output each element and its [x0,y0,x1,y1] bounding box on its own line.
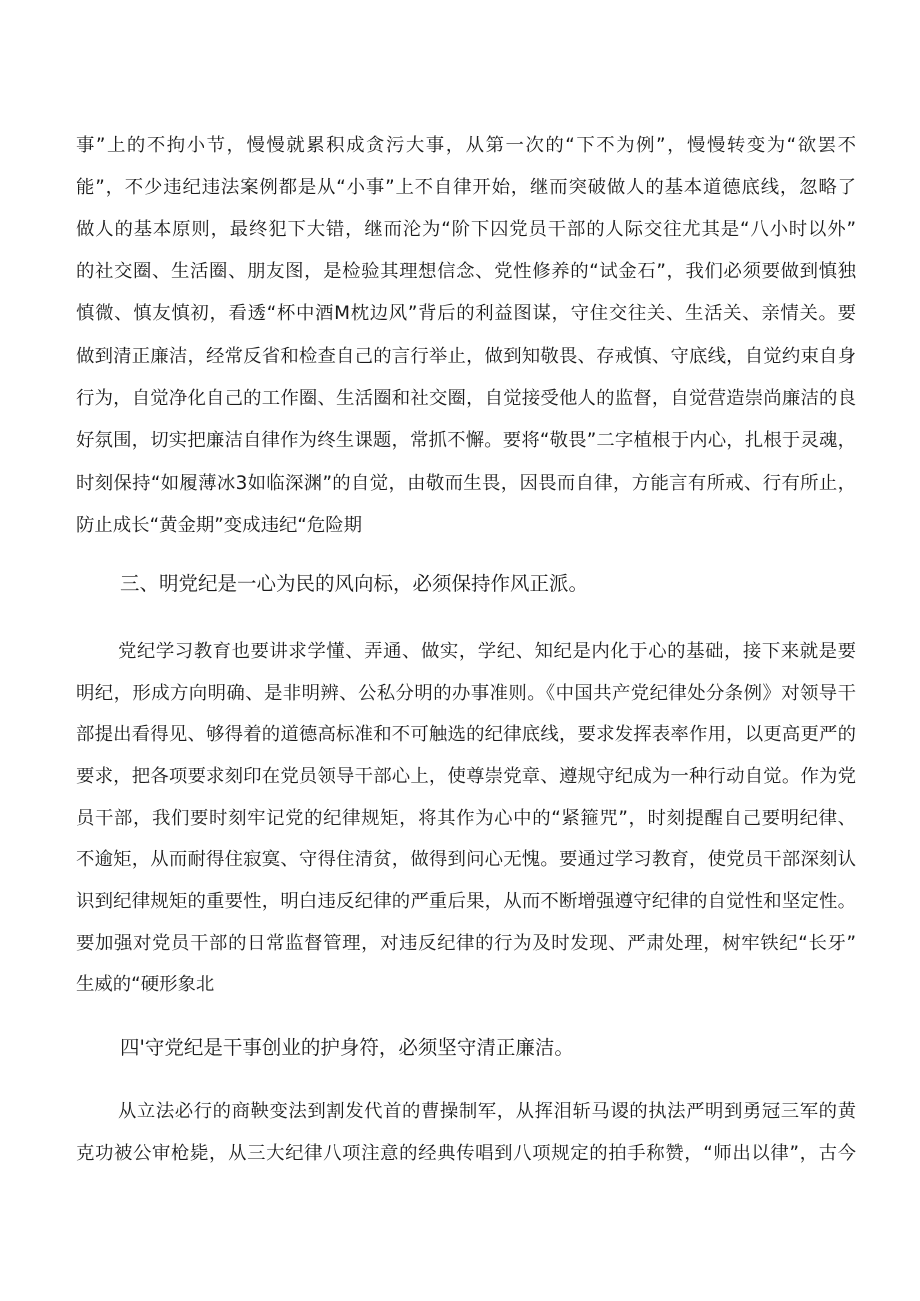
body-text-line: 生威的“硬形象北 [76,974,215,995]
body-text-line: 部提出看得见、够得着的道德高标准和不可触选的纪律底线，要求发挥表率作用，以更高更严的 [76,724,856,745]
body-text-line: 能”，不少违纪违法案例都是从“小事”上不自律开始，继而突破做人的基本道德底线，忽略了 [76,177,856,198]
body-text-line: 慎微、慎友慎初，看透“杯中酒M枕边风”背后的利益图谋，守住交往关、生活关、亲情关。要 [76,303,856,324]
body-text-line: 要求，把各项要求刻印在党员领导干部心上，使尊崇党章、遵规守纪成为一种行动自觉。作为党 [76,766,856,787]
body-text-line: 从立法必行的商鞅变法到割发代首的曹操制军，从挥泪斩马谡的执法严明到勇冠三军的黄 [118,1101,856,1122]
body-text-line: 要加强对党员干部的日常监督管理，对违反纪律的行为及时发现、严肃处理，树牢铁纪“长牙” [76,933,856,954]
body-text-line: 行为，自觉净化自己的工作圈、生活圈和社交圈，自觉接受他人的监督，自觉营造崇尚廉洁的良 [76,388,856,409]
body-text-line: 事”上的不拘小节，慢慢就累积成贪污大事，从第一次的“下不为例”，慢慢转变为“欲罢不 [76,135,856,156]
body-text-line: 的社交圈、生活圈、朋友图，是检验其理想信念、党性修养的“试金石”，我们必须要做到慎独 [76,261,856,282]
body-text-line: 识到纪律规矩的重要性，明白违反纪律的严重后果，从而不断增强遵守纪律的自觉性和坚定性。 [76,891,856,912]
body-text-line: 做到清正廉洁，经常反省和检查自己的言行举止，做到知敬畏、存戒慎、守底线，自觉约束自身 [76,346,856,367]
section-heading-4: 四'守党纪是干事创业的护身符，必须坚守清正廉洁。 [120,1036,574,1059]
body-text-line: 不逾矩，从而耐得住寂寞、守得住清贫，做得到问心无愧。要通过学习教育，使党员干部深刻认 [76,849,856,870]
body-text-line: 党纪学习教育也要讲求学懂、弄通、做实，学纪、知纪是内化于心的基础，接下来就是要 [118,641,856,662]
body-text-line: 防止成长“黄金期”变成违纪“危险期 [76,515,363,536]
section-heading-3: 三、明党纪是一心为民的风向标，必须保持作风正派。 [120,572,589,595]
body-text-line: 好氛围，切实把廉洁自律作为终生课题，常抓不懈。要将“敬畏”二字植根于内心，扎根于灵魂， [76,430,856,451]
body-text-line: 明纪，形成方向明确、是非明辨、公私分明的办事准则。《中国共产党纪律处分条例》对领导干 [76,683,856,704]
body-text-line: 做人的基本原则，最终犯下大错，继而沦为“阶下囚党员干部的人际交往尤其是“八小时以外” [76,219,856,240]
body-text-line: 员干部，我们要时刻牢记党的纪律规矩，将其作为心中的“紧箍咒”，时刻提醒自己要明纪律、 [76,808,856,829]
body-text-line: 时刻保持“如履薄冰3如临深渊”的自觉，由敬而生畏，因畏而自律，方能言有所戒、行有所止， [76,473,856,494]
body-text-line: 克功被公审枪毙，从三大纪律八项注意的经典传唱到八项规定的拍手称赞，“师出以律”，古今 [76,1143,856,1164]
